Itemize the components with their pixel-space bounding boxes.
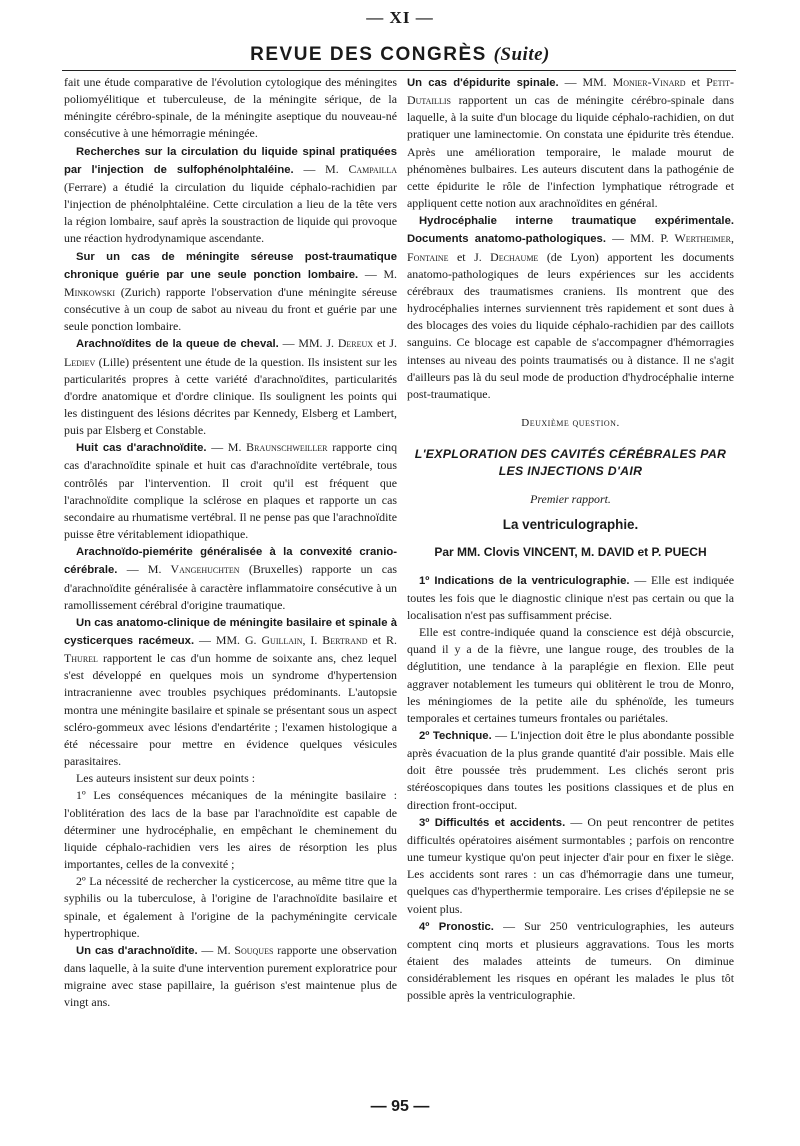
section-text: Elle est indiquée toutes les fois que le diagnostic clinique n'est pas certain ou que la localisation n'est pas suffisamment précise. [407,572,734,622]
section-heading: 2º Technique. [419,730,492,742]
abstract-text: (Ferrare) a étudié la circulation du liquide céphalo-rachidien par l'injection de phénolphtaléine. Cette circulation a lieu de la tête vers la région lombaire, sauf après la soustraction de liquide qui provoque une réaction hydrodynamique ascendante. [64,179,397,246]
abstract-title: Un cas d'arachnoïdite. [76,944,198,957]
abstract-authors: I. Bertrand [310,633,368,647]
paragraph: fait une étude comparative de l'évolution cytologique des méningites poliomyélitique et tuberculeuse, de la méningite sérique, de la méningite cérébro-spinale, de la méningite aseptique du nouveau-né consécutive à une hémorragie méningée. [64,75,397,141]
section-text: L'injection doit être le plus abondante possible après évacuation de la plus grande quantité d'air possible. Mais elle doit être poussée très prudemment. Les clichés seront pris stéréoscopiques dans toutes les positions classiques et de plus en direction front-occiput. [407,728,734,812]
abstract-piemerite: Arachnoïdo-piemérite généralisée à la convexité cranio-cérébrale. — M. Vangehuchten (Bruxelles) rapporte un cas d'arachnoïdite généralisée à caractère inflammatoire consécutive à un ramollissement cérébral d'origine traumatique. [64,546,397,612]
abstract-authors: MM. G. Guillain, [215,633,306,647]
section-text: Sur 250 ventriculographies, les auteurs comptent cinq morts et plusieurs aggravations. Tous les morts étaient des malades atteints de tumeurs. On diminue considérablement les risques en opérant les malades le plus tôt possible après la ventriculographie. [407,918,734,1003]
paragraph: Elle est contre-indiquée quand la conscience est déjà obscurcie, quand il y a de la fièvre, une langue rouge, des troubles de la déglutition, une tendance à la paraplégie en flexion. Elle peut aggraver notablement les tumeurs qui oblitèrent le trou de Monro, les méningiomes de la petite aile du sphénoïde, les tumeurs temporales et certaines tumeurs frontales ou pariétales. [407,625,734,725]
abstract-text: (Lille) présentent une étude de la question. Ils insistent sur les particularités propres à cette variété d'arachnoïdites, particularités d'ordre anatomique et d'ordre clinique. Ils soulignent les points qui les distinguent des lésions décrites par Kennedy, Elsberg et Lambert, puis par Elsberg et Constable. [64,354,397,438]
left-column [64,74,397,1011]
abstract-authors: M. Vangehuchten [147,562,240,577]
right-column [407,74,734,1005]
section-heading: 4º Pronostic. [419,920,494,933]
abstract-authors: R. Thurel [64,633,397,666]
section-text: On peut rencontrer de petites difficultés opératoires aisément surmontables ; parfois on rencontre une tumeur kystique qu'on peut injecter d'air pour en fixer le siège. Les accidents sont rares : un cas d'hémorragie dans une tumeur, quelques cas d'hyperthermie temporaire. Les crises d'épilepsie ne se voient plus. [407,814,734,916]
paragraph: Les auteurs insistent sur deux points : [76,771,255,786]
running-title [0,44,800,66]
abstract-queue-de-cheval: Arachnoïdites de la queue de cheval. — MM. J. Dereux et J. Lediev (Lille) présentent une étude de la question. Ils insistent sur les particularités propres à cette variété d'arachnoïdites, particularités d'ordre anatomique et d'ordre clinique. Ils soulignent les points qui les distinguent des lésions décrites par Kennedy, Elsberg et Lambert, puis par Elsberg et Constable. [64,336,398,438]
abstract-epidurite: Un cas d'épidurite spinale. — MM. Monier-Vinard et Petit-Dutaillis rapportent un cas de méningite cérébro-spinale dans laquelle, à la suite d'un blocage du liquide céphalo-rachidien, on dut pratiquer une laminectomie. On constata une épidurite très étendue. Après une amélioration temporaire, le malade mourut de phénomènes bulbaires. Les auteurs discutent dans la pathogénie de cette épidurite le rôle de l'infection lymphatique rétrograde et appliquent cette notion aux arachnoïdites en général. [407,75,734,211]
abstract-hydrocephalie: Hydrocéphalie interne traumatique expérimentale. Documents anatomo-pathologiques. — MM. P. Wertheimer, Fontaine et J. Dechaume (de Lyon) apportent les documents anatomo-pathologiques de leurs expériences sur les accidents cérébraux des traumatismes craniens. Ils montrent que des hydrocéphalies internes surviennent très rapidement et sont dues à des blocages des voies du liquide céphalo-rachidien par des caillots sanguins. Ce blocage est capable de s'accompagner d'hémorragies intenses au niveau des points traumatisés ou à distance. Il ne s'agit d'ailleurs pas là du seul mode de production d'hydrocéphalie interne post-traumatique. [407,215,734,401]
section-title: L'EXPLORATION DES CAVITÉS CÉRÉBRALES PAR LES INJECTIONS D'AIR [414,447,727,478]
abstract-title: Sur un cas de méningite séreuse post-traumatique chronique guérie par une seule ponction lombaire. [64,250,397,281]
abstract-huit-cas: Huit cas d'arachnoïdite. — M. Braunschweiller rapporte cinq cas d'arachnoïdite spinale et huit cas d'arachnoïdite vertébrale, tous contrôlés par l'intervention. Il croit qu'il est fréquent que l'arachnoïdite complique la sclérose en plaques et rapporte un cas secondaire au rhumatisme vertébral. Il ne pense pas que l'arachnoïdite puisse être véritablement idiopathique. [64,440,398,542]
abstract-authors: M. Minkowski [64,266,397,299]
abstract-authors: MM. P. Wertheimer, Fontaine [407,231,734,264]
rapport-label: Premier rapport. [530,492,611,507]
abstract-title: Hydrocéphalie interne traumatique expérimentale. Documents anatomo-pathologiques. [407,215,734,246]
abstract-text: (Bruxelles) rapporte un cas d'arachnoïdite généralisée à caractère inflammatoire consécutive à un ramollissement cérébral d'origine traumatique. [64,562,397,612]
abstract-authors: M. Campailla [325,161,398,176]
abstract-text: rapporte une observation dans laquelle, à la suite d'une intervention purement exploratrice pour migraine avec stase papillaire, la guérison s'est maintenue plus de vingt ans. [64,942,397,1010]
abstract-authors: J. Dechaume [474,249,539,264]
article-title: La ventriculographie. [502,517,639,533]
abstract-title: Un cas d'épidurite spinale. [407,77,559,89]
abstract-connector: et [457,249,466,264]
abstract-text: (de Lyon) apportent les documents anatomo-pathologiques de leurs expériences sur les accidents cérébraux des traumatismes craniens. Ils montrent que des hydrocéphalies internes surviennent très rapidement et sont dues à des blocages des voies du liquide céphalo-rachidien par des caillots sanguins. Ce blocage est capable de s'accompagner d'hémorragies intenses au niveau des points traumatisés ou à distance. Il ne s'agit d'ailleurs pas là du seul mode de production d'hydrocéphalie interne post-traumatique. [407,249,734,401]
abstract-cysticerques: Un cas anatomo-clinique de méningite basilaire et spinale à cysticerques racémeux. — MM. G. Guillain, I. Bertrand et R. Thurel rapportent le cas d'un homme de soixante ans, chez lequel s'est développé en quelques mois un syndrome d'hypertension intracranienne avec troubles psychiques prédominants. L'autopsie montra une méningite basilaire et spinale se présentant sous un aspect scléro-gommeux avec lésions d'endartérite ; l'examen histologique a été nécessaire pour mettre en évidence quelques vésicules parasitaires. [64,616,397,769]
section-technique: 2º Technique. — L'injection doit être le plus abondante possible après évacuation de la plus grande quantité d'air possible. Mais elle doit être poussée très prudemment. Les clichés seront pris stéréoscopiques dans toutes les positions classiques et de plus en direction front-occiput. [407,728,734,812]
abstract-title: Recherches sur la circulation du liquide spinal pratiquées par l'injection de sulfophénolphtaléine. [64,145,397,176]
abstract-sulfophenol: Recherches sur la circulation du liquide spinal pratiquées par l'injection de sulfophénolphtaléine. — M. Campailla (Ferrare) a étudié la circulation du liquide céphalo-rachidien par l'injection de phénolphtaléine. Cette circulation a lieu de la tête vers la région lombaire, sauf après la soustraction de liquide qui provoque une réaction hydrodynamique ascendante. [64,145,398,246]
abstract-authors: M. Braunschweiller [227,440,328,455]
abstract-text: rapporte cinq cas d'arachnoïdite spinale et huit cas d'arachnoïdite vertébrale, tous contrôlés par l'intervention. Il croit qu'il est fréquent que l'arachnoïdite complique la sclérose en plaques et rapporte un cas secondaire au rhumatisme vertébral. Il ne pense pas que l'arachnoïdite puisse être véritablement idiopathique. [64,440,398,542]
section-heading: 1º Indications de la ventriculographie. [419,574,630,587]
abstract-souques: Un cas d'arachnoïdite. — M. Souques rapporte une observation dans laquelle, à la suite d'une intervention purement exploratrice pour migraine avec stase papillaire, la guérison s'est maintenue plus de vingt ans. [64,942,397,1010]
section-heading: 3º Difficultés et accidents. [419,816,566,829]
section-difficultes: 3º Difficultés et accidents. — On peut rencontrer de petites difficultés opératoires aisément surmontables ; parfois on rencontre une tumeur kystique qu'on peut injecter d'air pour en fixer le siège. Les accidents sont rares : un cas d'hémorragie dans une tumeur, quelques cas d'hyperthermie temporaire. Les crises d'épilepsie ne se voient plus. [407,814,734,916]
running-title-suite: (Suite) [493,44,550,65]
abstract-text: (Zurich) rapporte l'observation d'une méningite séreuse consécutive à un coup de sabot au niveau du front et guérie par une seule ponction lombaire. [64,284,397,334]
abstract-title: Un cas anatomo-clinique de méningite basilaire et spinale à cysticerques racémeux. [64,616,397,647]
abstract-meningite-sereuse: Sur un cas de méningite séreuse post-traumatique chronique guérie par une seule ponction lombaire. — M. Minkowski (Zurich) rapporte l'observation d'une méningite séreuse consécutive à un coup de sabot au niveau du front et guérie par une seule ponction lombaire. [64,250,397,334]
abstract-text: rapportent un cas de méningite cérébro-spinale dans laquelle, à la suite d'un blocage du liquide céphalo-rachidien, on dut pratiquer une laminectomie. On constata une épidurite très étendue. Après une amélioration temporaire, le malade mourut de phénomènes bulbaires. Les auteurs discutent dans la pathogénie de cette épidurite le rôle de l'infection lymphatique rétrograde et appliquent cette notion aux arachnoïdites en général. [407,93,734,211]
abstract-authors: J. Lediev [64,336,398,369]
abstract-title: Huit cas d'arachnoïdite. [76,442,207,455]
abstract-authors: MM. J. Dereux [298,336,374,351]
numbered-point: 2º La nécessité de rechercher la cysticercose, au même titre que la syphilis ou la tuberculose, à l'origine de l'arachnoïdite basilaire et spinale, et également à l'origine de la pachyméningite cervicale hypertrophique. [64,874,397,940]
abstract-title: Arachnoïdo-piemérite généralisée à la convexité cranio-cérébrale. [64,546,397,577]
abstract-text: rapportent le cas d'un homme de soixante ans, chez lequel s'est développé en quelques mois un syndrome d'hypertension intracranienne avec troubles psychiques prédominants. L'autopsie montra une méningite basilaire et spinale se présentant sous un aspect scléro-gommeux avec lésions d'endartérite ; l'examen histologique a été nécessaire pour mettre en évidence quelques vésicules parasitaires. [64,651,397,769]
article-authors: Par MM. Clovis VINCENT, M. DAVID et P. PUECH [434,545,707,560]
header-rule [62,70,736,71]
abstract-connector: et [691,75,701,89]
question-label: Deuxième question. [521,416,620,429]
abstract-authors: Petit-Dutaillis [407,75,734,108]
abstract-connector: et [376,336,386,351]
abstract-authors: MM. Monier-Vinard [582,75,686,89]
abstract-authors: M. Souques [217,942,274,957]
numbered-point: 1º Les conséquences mécaniques de la méningite basilaire : l'oblitération des lacs de la base par l'arachnoïdite est capable de déterminer une hydrocéphalie, en empêchant le cheminement du liquide céphalo-rachidien vers les aires de résorption les plus importantes, celles de la convexité ; [64,788,397,872]
section-indications: 1º Indications de la ventriculographie. — Elle est indiquée toutes les fois que le diagnostic clinique n'est pas certain ou que la localisation n'est pas suffisamment précise. [407,572,734,622]
section-pronostic: 4º Pronostic. — Sur 250 ventriculographies, les auteurs comptent cinq morts et plusieurs aggravations. Tous les morts étaient des malades atteints de tumeurs. On diminue considérablement les risques en opérant les malades le plus tôt possible après la ventriculographie. [407,918,734,1003]
abstract-title: Arachnoïdites de la queue de cheval. [76,338,279,351]
roman-folio: — XI — [366,8,434,27]
abstract-connector: et [372,633,382,647]
page-number: — 95 — [370,1098,430,1115]
running-title-text: REVUE DES CONGRÈS [250,44,487,65]
